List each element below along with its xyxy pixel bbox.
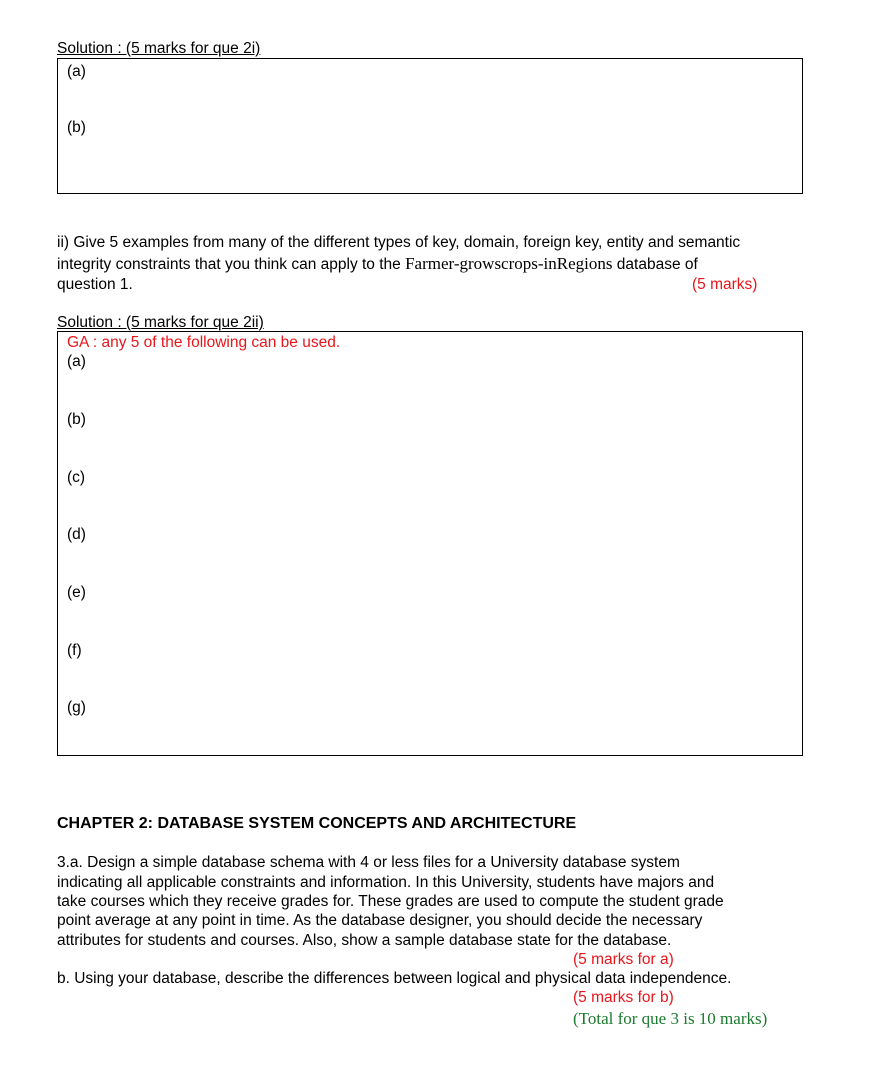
q2i-answer-box	[57, 58, 803, 194]
q2ii-question-line1: ii) Give 5 examples from many of the different types of key, domain, foreign key, entity and semantic	[57, 234, 741, 251]
q2ii-label-f: (f)	[67, 642, 82, 659]
q3a-marks: (5 marks for a)	[573, 951, 674, 968]
q3-total-marks: (Total for que 3 is 10 marks)	[573, 1009, 768, 1028]
q2ii-solution-heading: Solution : (5 marks for que 2ii)	[57, 314, 264, 331]
q2ii-label-g: (g)	[67, 699, 86, 716]
q2ii-marks: (5 marks)	[692, 276, 758, 293]
q2ii-label-b: (b)	[67, 411, 86, 428]
q2ii-label-c: (c)	[67, 469, 86, 486]
q2ii-label-d: (d)	[67, 526, 86, 543]
q2ii-ga-note: GA : any 5 of the following can be used.	[67, 334, 341, 351]
q3a-line-5: attributes for students and courses. Also, show a sample database state for the database.	[57, 932, 672, 949]
q3a-line-2: indicating all applicable constraints and information. In this University, students have majors and	[57, 874, 715, 891]
q3a-line-4: point average at any point in time. As the database designer, you should decide the necessary	[57, 912, 703, 929]
q2i-label-a: (a)	[67, 63, 86, 80]
q2ii-answer-box	[57, 331, 803, 756]
q3b-text: b. Using your database, describe the differences between logical and physical data independence.	[57, 970, 732, 987]
q2ii-question-line2-pre: integrity constraints that you think can apply to the	[57, 256, 406, 273]
q2i-label-b: (b)	[67, 119, 86, 136]
q3b-marks: (5 marks for b)	[573, 989, 674, 1006]
q2ii-question-line2	[57, 254, 698, 274]
q2ii-question-line3: question 1.	[57, 276, 133, 293]
q2ii-db-name: Farmer-growscrops-inRegions	[405, 254, 613, 273]
chapter-heading: CHAPTER 2: DATABASE SYSTEM CONCEPTS AND ARCHITECTURE	[57, 815, 577, 832]
q3a-line-1: 3.a. Design a simple database schema with 4 or less files for a University database system	[57, 854, 680, 871]
q2ii-label-e: (e)	[67, 584, 86, 601]
q3a-line-3: take courses which they receive grades for. These grades are used to compute the student grade	[57, 893, 724, 910]
q2ii-label-a: (a)	[67, 353, 86, 370]
q2i-solution-heading: Solution : (5 marks for que 2i)	[57, 40, 261, 57]
q2ii-question-line2-post: database of	[612, 256, 698, 273]
